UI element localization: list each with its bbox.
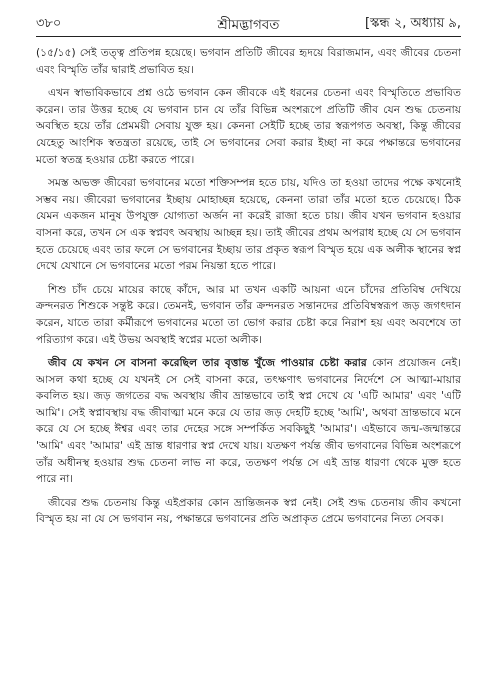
paragraph-lead: জীব যে কখন সে বাসনা করেছিল তার বৃত্তান্ত খুঁজে পাওয়ার চেষ্টা করার [48, 357, 367, 370]
paragraph-2 [36, 85, 461, 168]
paragraph-text: এখন স্বাভাবিকভাবে প্রশ্ন ওঠে ভগবান কেন জীবকে এই ধরনের চেতনা এবং বিস্মৃতিতে প্রভাবিত করেন। তার উত্তর হচ্ছে যে ভগবান চান যে তাঁর বিভিন্ন অংশরূপে প্রতিটি জীব যেন শুদ্ধ চেতনায় অবস্থিত হয়ে তাঁর প্রেমময়ী সেবায় যুক্ত হয়। কেননা সেইটি হচ্ছে তার স্বরূপগত অবস্থা, কিন্তু জীবের যেহেতু আংশিক স্বতন্ত্রতা রয়েছে, তাই সে ভগবানের সেবা করার ইচ্ছা না করে পক্ষান্তরে ভগবানের মতো স্বতন্ত্র হওয়ার চেষ্টা করতে পারে। [36, 87, 461, 166]
paragraph-1 [36, 45, 461, 78]
page-number: ৩৮০ [36, 16, 62, 31]
paragraph-5 [36, 355, 461, 488]
page-header [36, 6, 461, 32]
paragraph-text: সমস্ত অভক্ত জীবেরা ভগবানের মতো শক্তিসম্পন্ন হতে চায়, যদিও তা হওয়া তাদের পক্ষে কখনোই সম্ভব নয়। জীবেরা ভগবানের ইচ্ছায় মোহাচ্ছন্ন হয়েছে, কেননা তারা তাঁর মতো হতে চেয়েছে। ঠিক যেমন একজন মানুষ উপযুক্ত যোগ্যতা অর্জন না করেই রাজা হতে চায়। জীব যখন ভগবান হওয়ার বাসনা করে, তখন সে এক স্বপ্নবৎ অবস্থায় আচ্ছন্ন হয়। তাই জীবের প্রথম অপরাধ হচ্ছে যে সে ভগবান হতে চেয়েছে এবং তার ফলে সে ভগবানের ইচ্ছায় তার প্রকৃত স্বরূপ বিস্মৃত হয়ে এক অলীক স্থানের স্বপ্ন দেখে যেখানে সে ভগবানের মতো পরম নিয়ন্তা হতে পারে। [36, 177, 461, 273]
paragraph-3 [36, 175, 461, 275]
running-title: শ্রীমদ্ভাগবত [217, 17, 280, 33]
paragraph-4 [36, 282, 461, 348]
paragraph-text: শিশু চাঁদ চেয়ে মায়ের কাছে কাঁদে, আর মা তখন একটি আয়না এনে চাঁদের প্রতিবিম্ব দেখিয়ে ক্রন্দনরত শিশুকে সন্তুষ্ট করে। তেমনই, ভগবান তাঁর ক্রন্দনরত সন্তানদের প্রতিবিম্বস্বরূপ জড় জগৎদান করেন, যাতে তারা কর্মীরূপে ভগবানের মতো তা ভোগ করার চেষ্টা করে নিরাশ হয় এবং অবশেষে তা পরিত্যাগ করে। এই উভয় অবস্থাই স্বপ্নের মতো অলীক। [36, 283, 461, 346]
paragraph-6 [36, 495, 461, 528]
paragraph-text: (১৫/১৫) সেই তত্ত্ব প্রতিপন্ন হয়েছে। ভগবান প্রতিটি জীবের হৃদয়ে বিরাজমান, এবং জীবের চেতনা এবং বিস্মৃতি তাঁর দ্বারাই প্রভাবিত হয়। [36, 47, 461, 76]
paragraph-text: জীবের শুদ্ধ চেতনায় কিন্তু এইপ্রকার কোন ভ্রান্তিজনক স্বপ্ন নেই। সেই শুদ্ধ চেতনায় জীব কখনো বিস্মৃত হয় না যে সে ভগবান নয়, পক্ষান্তরে ভগবানের প্রতি অপ্রাকৃত প্রেমে ভগবানের নিত্য সেবক। [36, 496, 461, 526]
section-reference: [স্কন্ধ ২, অধ্যায় ৯, [364, 16, 461, 31]
paragraph-text: কোন প্রয়োজন নেই। আসল কথা হচ্ছে যে যখনই সে সেই বাসনা করে, তৎক্ষণাৎ ভগবানের নির্দেশে সে আত্মা-মায়ার কবলিত হয়। জড় জগতের বদ্ধ অবস্থায় জীব ভ্রান্তভাবে তাই স্বপ্ন দেখে যে 'এটি আমার' এবং 'এটি আমি'। সেই স্বপ্নাবস্থায় বদ্ধ জীবাত্মা মনে করে যে তার জড় দেহটি হচ্ছে 'আমি', অথবা ভ্রান্তভাবে মনে করে যে সে হচ্ছে ঈশ্বর এবং তার দেহের সঙ্গে সম্পর্কিত সবকিছুই 'আমার'। এইভাবে জন্ম-জন্মান্তরে 'আমি' এবং 'আমার' এই ভ্রান্ত ধারণার স্বপ্ন দেখে যায়। যতক্ষণ পর্যন্ত জীব ভগবানের বিভিন্ন অংশরূপে তাঁর অধীনস্থ হওয়ার শুদ্ধ চেতনা লাভ না করে, ততক্ষণ পর্যন্ত সে এই ভ্রান্ত ধারণা থেকে মুক্ত হতে পারে না। [36, 357, 461, 486]
